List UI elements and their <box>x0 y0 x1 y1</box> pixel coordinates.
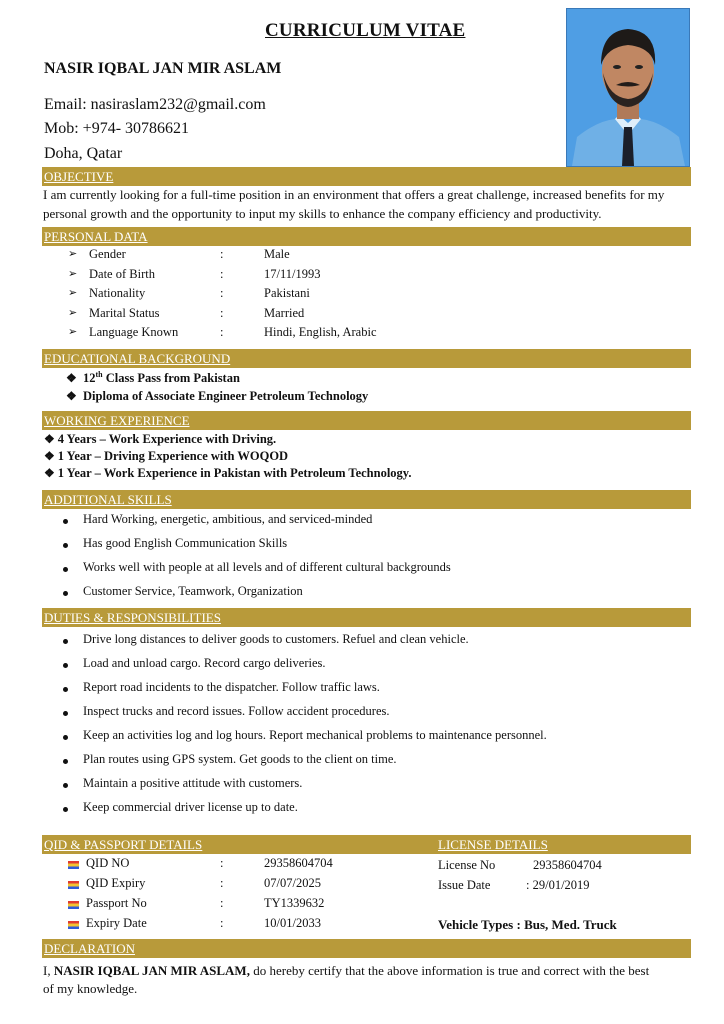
email-line: Email: nasiraslam232@gmail.com <box>44 96 266 113</box>
bullet-icon <box>63 759 68 764</box>
personal-separator: : <box>220 286 224 300</box>
flag-bullet-icon <box>68 901 79 909</box>
skill-item: Works well with people at all levels and of different cultural backgrounds <box>83 560 451 574</box>
arrow-bullet-icon: ➢ <box>68 248 78 260</box>
declarant-name: NASIR IQBAL JAN MIR ASLAM, <box>53 963 250 978</box>
bullet-icon <box>63 543 68 548</box>
license-no-value: 29358604704 <box>533 858 602 872</box>
qid-value: TY1339632 <box>264 896 325 910</box>
section-declaration-heading: DECLARATION <box>42 939 691 958</box>
duty-item: Report road incidents to the dispatcher. Follow traffic laws. <box>83 680 380 694</box>
qid-separator: : <box>220 856 224 870</box>
experience-text: 4 Years – Work Experience with Driving. <box>57 432 277 446</box>
personal-label: Date of Birth <box>89 266 155 281</box>
skill-item: Customer Service, Teamwork, Organization <box>83 584 303 598</box>
qid-label: Passport No <box>86 896 147 910</box>
experience-item <box>44 432 276 447</box>
bullet-icon <box>63 783 68 788</box>
bullet-icon <box>63 807 68 812</box>
arrow-bullet-icon: ➢ <box>68 287 78 299</box>
bullet-icon <box>63 735 68 740</box>
section-qid-license-bar <box>42 835 691 854</box>
personal-value: Married <box>264 305 305 320</box>
education-item: ❖ Diploma of Associate Engineer Petroleum Technology <box>66 389 369 403</box>
duty-item: Keep commercial driver license up to date. <box>83 800 298 814</box>
experience-item <box>44 449 288 464</box>
duty-item: Inspect trucks and record issues. Follow accident procedures. <box>83 704 390 718</box>
bullet-icon <box>63 519 68 524</box>
personal-value: Hindi, English, Arabic <box>264 325 377 339</box>
personal-separator: : <box>220 305 224 320</box>
flag-bullet-icon <box>68 861 79 869</box>
skill-item: Has good English Communication Skills <box>83 536 288 550</box>
diamond-bullet-icon: ❖ <box>66 389 77 403</box>
qid-label: QID NO <box>86 856 130 870</box>
bullet-icon <box>63 591 68 596</box>
personal-label: Marital Status <box>89 305 160 320</box>
qid-label: Expiry Date <box>86 916 147 930</box>
mobile-line: Mob: +974- 30786621 <box>44 120 190 137</box>
bullet-icon <box>63 687 68 692</box>
qid-separator: : <box>220 916 224 930</box>
personal-label: Gender <box>89 247 126 261</box>
diamond-bullet-icon: ❖ <box>44 466 58 480</box>
section-objective-heading: OBJECTIVE <box>42 167 691 186</box>
duty-item: Load and unload cargo. Record cargo deliveries. <box>83 656 326 670</box>
section-skills-heading: ADDITIONAL SKILLS <box>42 490 691 509</box>
experience-text: 1 Year – Driving Experience with WOQOD <box>57 449 289 463</box>
education-item: ❖ 12th Class Pass from Pakistan <box>66 370 240 386</box>
duty-item: Maintain a positive attitude with customers. <box>83 776 303 790</box>
qid-label: QID Expiry <box>86 876 146 890</box>
license-heading: LICENSE DETAILS <box>438 837 548 852</box>
flag-bullet-icon <box>68 881 79 889</box>
declaration-line-2: of my knowledge. <box>43 981 138 996</box>
flag-bullet-icon <box>68 921 79 929</box>
section-education-heading: EDUCATIONAL BACKGROUND <box>42 349 691 368</box>
personal-label: Nationality <box>89 286 146 300</box>
diamond-bullet-icon: ❖ <box>44 432 58 446</box>
declaration-line-1: I, NASIR IQBAL JAN MIR ASLAM, do hereby certify that the above information is true and correct with the best <box>43 963 650 978</box>
issue-date-label: Issue Date <box>438 878 491 892</box>
bullet-icon <box>63 663 68 668</box>
objective-line-2: personal growth and the opportunity to input my skills to enhance the company efficiency and productivity. <box>43 206 602 221</box>
skill-item: Hard Working, energetic, ambitious, and serviced-minded <box>83 512 373 526</box>
duty-item: Plan routes using GPS system. Get goods to the client on time. <box>83 752 397 766</box>
section-duties-heading: DUTIES & RESPONSIBILITIES <box>42 608 691 627</box>
personal-separator: : <box>220 247 224 261</box>
duty-item: Keep an activities log and log hours. Report mechanical problems to maintenance personnel. <box>83 728 547 742</box>
qid-value: 10/01/2033 <box>264 916 321 930</box>
personal-value: Male <box>264 247 290 261</box>
personal-separator: : <box>220 266 224 281</box>
section-experience-heading: WORKING EXPERIENCE <box>42 411 691 430</box>
arrow-bullet-icon: ➢ <box>68 306 78 319</box>
duty-item: Drive long distances to deliver goods to customers. Refuel and clean vehicle. <box>83 632 469 646</box>
arrow-bullet-icon: ➢ <box>68 267 78 280</box>
personal-separator: : <box>220 325 224 339</box>
diamond-bullet-icon: ❖ <box>66 371 77 386</box>
qid-heading: QID & PASSPORT DETAILS <box>44 837 203 852</box>
issue-date-value: : 29/01/2019 <box>526 878 590 892</box>
experience-item <box>44 466 411 481</box>
personal-value: 17/11/1993 <box>264 266 321 281</box>
qid-value: 29358604704 <box>264 856 333 870</box>
personal-value: Pakistani <box>264 286 310 300</box>
personal-label: Language Known <box>89 325 179 339</box>
bullet-icon <box>63 711 68 716</box>
diamond-bullet-icon: ❖ <box>44 449 58 463</box>
qid-separator: : <box>220 896 224 910</box>
arrow-bullet-icon: ➢ <box>68 326 78 338</box>
bullet-icon <box>63 567 68 572</box>
objective-line-1: I am currently looking for a full-time position in an environment that offers a great challenge, increased benefits for my <box>43 187 665 202</box>
candidate-name: NASIR IQBAL JAN MIR ASLAM <box>44 60 282 77</box>
qid-value: 07/07/2025 <box>264 876 321 890</box>
license-no-label: License No <box>438 858 496 872</box>
experience-text: 1 Year – Work Experience in Pakistan with Petroleum Technology. <box>57 466 412 480</box>
vehicle-types: Vehicle Types : Bus, Med. Truck <box>438 917 617 932</box>
qid-separator: : <box>220 876 224 890</box>
profile-photo <box>566 8 690 167</box>
location-line: Doha, Qatar <box>44 145 123 162</box>
bullet-icon <box>63 639 68 644</box>
section-personal-heading: PERSONAL DATA <box>42 227 691 246</box>
document-title: CURRICULUM VITAE <box>265 20 466 41</box>
